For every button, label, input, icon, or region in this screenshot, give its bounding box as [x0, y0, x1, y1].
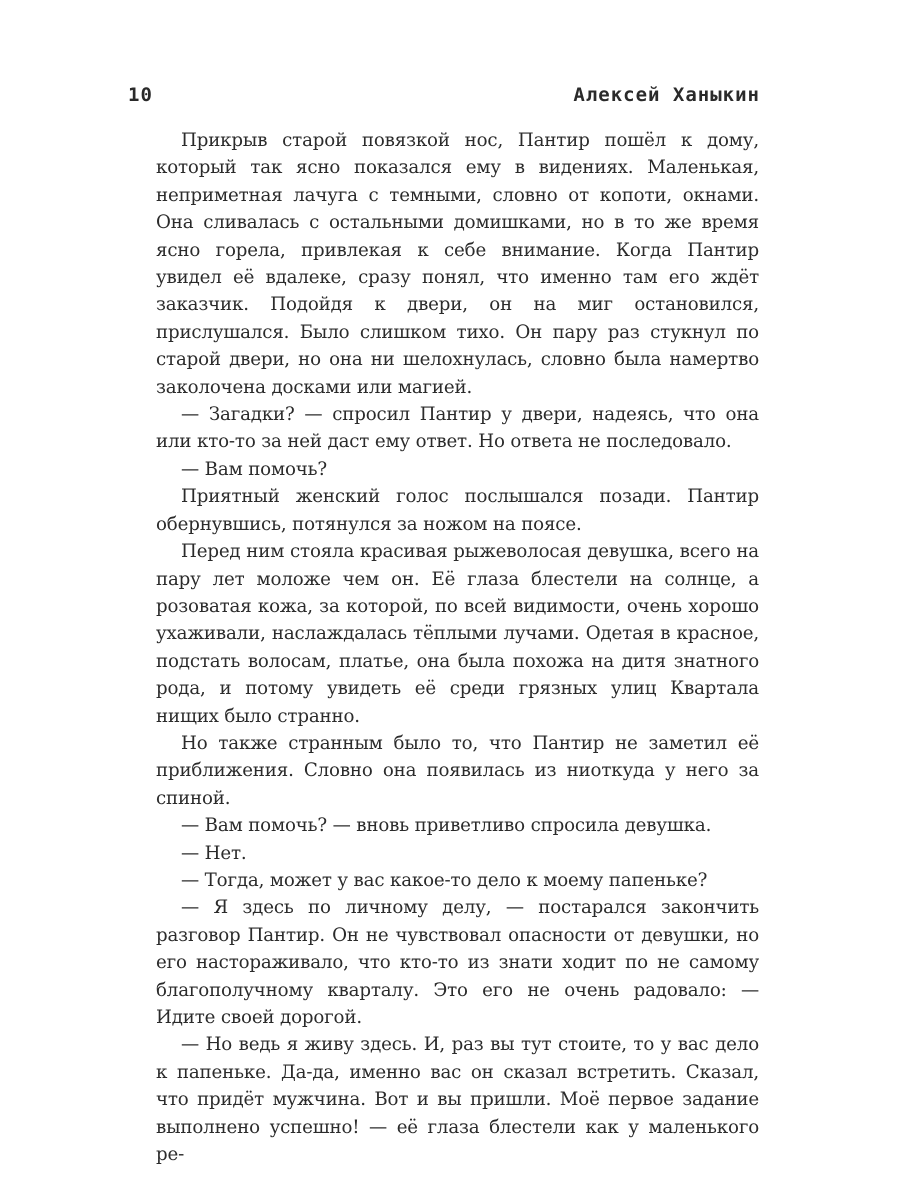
paragraph: — Нет.: [181, 842, 247, 864]
paragraph: — Я здесь по личному делу, — постарался закончить разговор Пантир. Он не чувствовал опасности от девушки, но его настораживало, что кто-то из знати ходит по не самому благополучному кварталу. Это его не очень радовало: — Идите своей дорогой.: [156, 897, 759, 1028]
paragraph: — Тогда, может у вас какое-то дело к моему папеньке?: [181, 869, 708, 891]
paragraph: Перед ним стояла красивая рыжеволосая девушка, всего на пару лет моложе чем он. Её глаза блестели на солнце, а розоватая кожа, за которой, по всей видимости, очень хорошо ухаживали, наслаждалась тёплыми лучами. Одетая в красное, подстать волосам, платье, она была похожа на дитя знатного рода, и потому увидеть её среди грязных улиц Квартала нищих было странно.: [156, 541, 759, 727]
paragraph: — Но ведь я живу здесь. И, раз вы тут стоите, то у вас дело к папеньке. Да-да, именно вас он сказал встретить. Сказал, что придёт мужчина. Вот и вы пришли. Моё первое задание выполнено успешно! — её глаза блестели как у маленького ре-: [156, 1034, 759, 1166]
paragraph: — Вам помочь? — вновь приветливо спросила девушка.: [181, 815, 712, 837]
running-head: [128, 80, 760, 114]
page-number: 10: [128, 84, 153, 106]
paragraph: Но также странным было то, что Пантир не заметил её приближения. Словно она появилась из ниоткуда у него за спиной.: [156, 732, 759, 809]
body-text: [156, 127, 759, 1168]
running-title-author: Алексей Ханыкин: [573, 84, 760, 106]
paragraph: — Вам помочь?: [181, 458, 328, 480]
paragraph: Прикрыв старой повязкой нос, Пантир пошёл к дому, который так ясно показался ему в видениях. Маленькая, неприметная лачуга с темными, словно от копоти, окнами. Она сливалась с остальными домишками, но в то же время ясно горела, привлекая к себе внимание. Когда Пантир увидел её вдалеке, сразу понял, что именно там его ждёт заказчик. Подойдя к двери, он на миг остановился, прислушался. Было слишком тихо. Он пару раз стукнул по старой двери, но она ни шелохнулась, словно была намертво заколочена досками или магией.: [156, 130, 759, 398]
paragraph: — Загадки? — спросил Пантир у двери, надеясь, что она или кто-то за ней даст ему ответ. Но ответа не последовало.: [156, 404, 759, 453]
paragraph: Приятный женский голос послышался позади. Пантир обернувшись, потянулся за ножом на поясе.: [156, 486, 759, 535]
